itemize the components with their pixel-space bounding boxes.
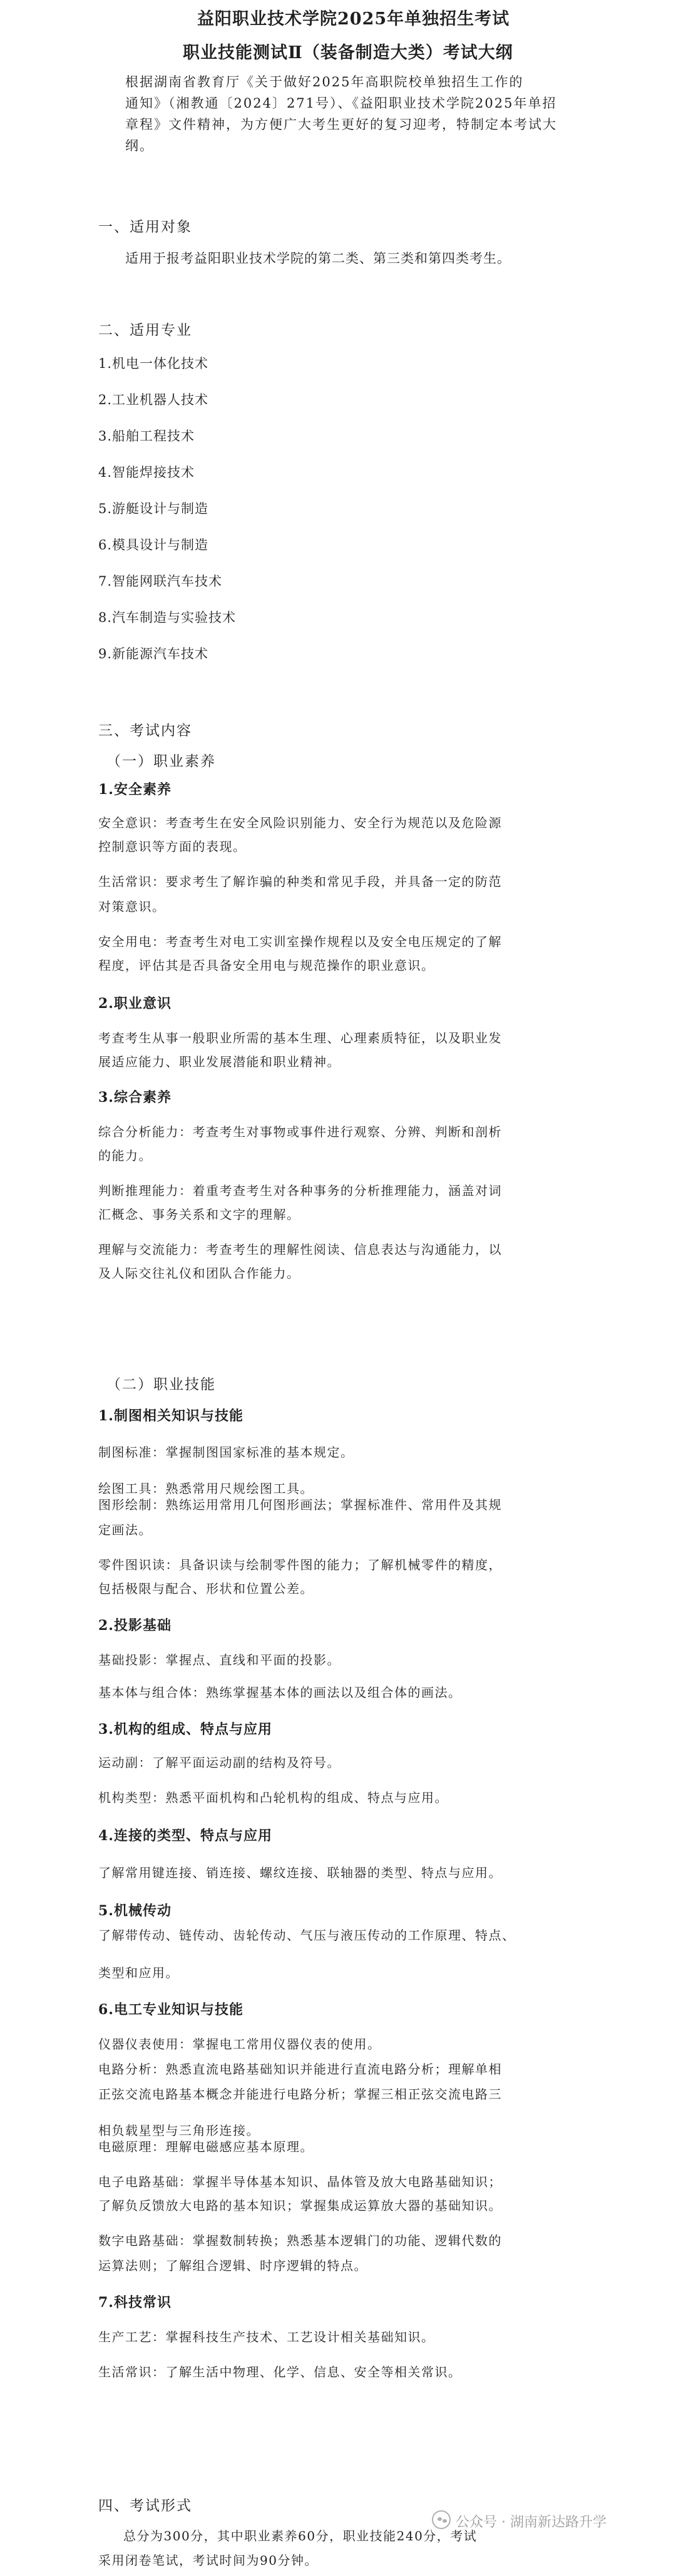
major-item: 8.汽车制造与实验技术 (98, 610, 237, 625)
major-item: 2.工业机器人技术 (98, 392, 209, 407)
major-item: 1.机电一体化技术 (98, 356, 209, 371)
watermark-text: 公众号 · 湖南新达路升学 (456, 2515, 607, 2530)
subsection-heading: 4.连接的类型、特点与应用 (98, 1828, 272, 1844)
major-item: 5.游艇设计与制造 (98, 501, 209, 516)
paragraph-line: 了解负反馈放大电路的基本知识；掌握集成运算放大器的基础知识。 (98, 2198, 502, 2213)
paragraph-line: 对策意识。 (98, 899, 166, 914)
section-text: 采用闭卷笔试，考试时间为90分钟。 (98, 2553, 318, 2568)
paragraph-line: 判断推理能力：着重考查考生对各种事务的分析推理能力，涵盖对词 (98, 1183, 502, 1198)
subsection-heading: 2.职业意识 (98, 995, 172, 1012)
paragraph-line: 程度，评估其是否具备安全用电与规范操作的职业意识。 (98, 958, 435, 973)
intro-line: 通知》（湘教通〔2024〕271号）、《益阳职业技术学院2025年单招 (125, 96, 557, 111)
paragraph-line: 安全用电：考查考生对电工实训室操作规程以及安全电压规定的了解 (98, 934, 502, 949)
subsection-heading: 7.科技常识 (98, 2294, 172, 2311)
paragraph-line: 考查考生从事一般职业所需的基本生理、心理素质特征，以及职业发 (98, 1031, 502, 1046)
document-title: 益阳职业技术学院2025年单独招生考试 (197, 9, 510, 29)
major-item: 3.船舶工程技术 (98, 429, 195, 444)
paragraph-line: 电子电路基础：掌握半导体基本知识、晶体管及放大电路基础知识； (98, 2174, 502, 2189)
subsection-heading: 1.制图相关知识与技能 (98, 1408, 243, 1424)
subsection-heading: 3.综合素养 (98, 1089, 172, 1106)
part-heading: （二）职业技能 (106, 1377, 216, 1393)
paragraph-line: 及人际交往礼仪和团队合作能力。 (98, 1266, 300, 1281)
paragraph-line: 安全意识：考查考生在安全风险识别能力、安全行为规范以及危险源 (98, 815, 502, 830)
paragraph-line: 的能力。 (98, 1148, 152, 1163)
paragraph-line: 图形绘制：熟练运用常用几何图形画法；掌握标准件、常用件及其规 (98, 1497, 502, 1512)
major-item: 9.新能源汽车技术 (98, 646, 209, 661)
paragraph-line: 控制意识等方面的表现。 (98, 839, 247, 854)
document-subtitle: 职业技能测试Ⅱ（装备制造大类）考试大纲 (183, 43, 513, 63)
intro-line: 纲。 (125, 138, 154, 153)
paragraph-line: 运动副：了解平面运动副的结构及符号。 (98, 1755, 341, 1770)
paragraph-line: 定画法。 (98, 1522, 152, 1537)
subsection-heading: 3.机构的组成、特点与应用 (98, 1721, 272, 1738)
major-item: 4.智能焊接技术 (98, 465, 195, 480)
paragraph-line: 零件图识读：具备识读与绘制零件图的能力；了解机械零件的精度， (98, 1557, 502, 1572)
section-text: 总分为300分，其中职业素养60分，职业技能240分，考试 (123, 2528, 478, 2543)
subsection-heading: 5.机械传动 (98, 1903, 172, 1919)
paragraph-line: 了解常用键连接、销连接、螺纹连接、联轴器的类型、特点与应用。 (98, 1865, 502, 1880)
paragraph-line: 电磁原理：理解电磁感应基本原理。 (98, 2139, 314, 2154)
section-heading: 二、适用专业 (98, 322, 192, 339)
intro-line: 根据湖南省教育厅《关于做好2025年高职院校单独招生工作的 (125, 74, 524, 89)
section-heading: 四、考试形式 (98, 2498, 192, 2514)
paragraph-line: 基本体与组合体：熟练掌握基本体的画法以及组合体的画法。 (98, 1685, 462, 1700)
section-heading: 三、考试内容 (98, 723, 192, 739)
subsection-heading: 2.投影基础 (98, 1617, 172, 1634)
section-heading: 一、适用对象 (98, 219, 192, 235)
paragraph-line: 理解与交流能力：考查考生的理解性阅读、信息表达与沟通能力，以 (98, 1242, 502, 1257)
subsection-heading: 6.电工专业知识与技能 (98, 2002, 243, 2018)
paragraph-line: 相负载星型与三角形连接。 (98, 2123, 260, 2138)
subsection-heading: 1.安全素养 (98, 781, 172, 798)
section-text: 适用于报考益阳职业技术学院的第二类、第三类和第四类考生。 (125, 251, 511, 266)
paragraph-line: 电路分析：熟悉直流电路基础知识并能进行直流电路分析；理解单相 (98, 2062, 502, 2077)
paragraph-line: 制图标准：掌握制图国家标准的基本规定。 (98, 1445, 354, 1460)
paragraph-line: 正弦交流电路基本概念并能进行电路分析；掌握三相正弦交流电路三 (98, 2087, 502, 2102)
major-item: 7.智能网联汽车技术 (98, 574, 223, 589)
paragraph-line: 绘图工具：熟悉常用尺规绘图工具。 (98, 1481, 314, 1496)
intro-line: 章程》文件精神，为方便广大考生更好的复习迎考，特制定本考试大 (125, 117, 557, 132)
paragraph-line: 生活常识：了解生活中物理、化学、信息、安全等相关常识。 (98, 2365, 462, 2380)
paragraph-line: 数字电路基础：掌握数制转换；熟悉基本逻辑门的功能、逻辑代数的 (98, 2233, 502, 2248)
paragraph-line: 包括极限与配合、形状和位置公差。 (98, 1581, 314, 1596)
paragraph-line: 了解带传动、链传动、齿轮传动、气压与液压传动的工作原理、特点、 (98, 1928, 516, 1943)
paragraph-line: 综合分析能力：考查考生对事物或事件进行观察、分辨、判断和剖析 (98, 1124, 502, 1139)
paragraph-line: 运算法则；了解组合逻辑、时序逻辑的特点。 (98, 2258, 367, 2273)
paragraph-line: 生产工艺：掌握科技生产技术、工艺设计相关基础知识。 (98, 2329, 435, 2344)
paragraph-line: 汇概念、事务关系和文字的理解。 (98, 1207, 300, 1222)
paragraph-line: 类型和应用。 (98, 1965, 179, 1980)
paragraph-line: 展适应能力、职业发展潜能和职业精神。 (98, 1054, 341, 1069)
paragraph-line: 机构类型：熟悉平面机构和凸轮机构的组成、特点与应用。 (98, 1790, 448, 1805)
paragraph-line: 基础投影：掌握点、直线和平面的投影。 (98, 1652, 341, 1667)
paragraph-line: 生活常识：要求考生了解诈骗的种类和常见手段，并具备一定的防范 (98, 874, 502, 889)
paragraph-line: 仪器仪表使用：掌握电工常用仪器仪表的使用。 (98, 2037, 381, 2052)
major-item: 6.模具设计与制造 (98, 537, 209, 552)
part-heading: （一）职业素养 (106, 753, 216, 770)
wechat-icon (432, 2510, 451, 2529)
